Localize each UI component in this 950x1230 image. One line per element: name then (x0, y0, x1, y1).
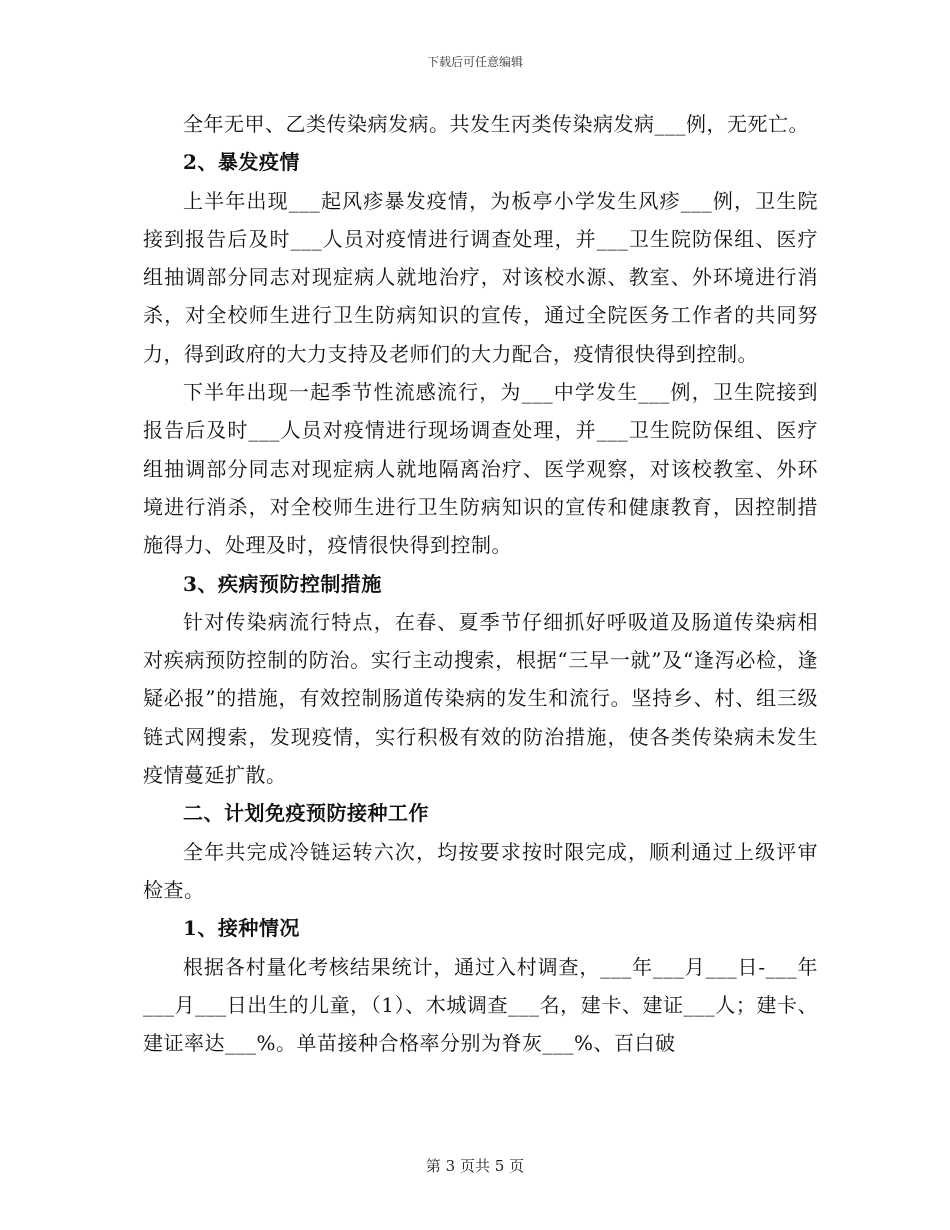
paragraph-vaccination-stats: 根据各村量化考核结果统计，通过入村调查，___年___月___日-___年___月___日出生的儿童，（1）、木城调查___名，建卡、建证___人；建卡、建证率达___%。单苗接种合格率分别为脊灰___%、百白破 (143, 954, 818, 1056)
section-heading-vaccination: 1、接种情况 (183, 916, 300, 941)
paragraph-prevention-measures: 针对传染病流行特点，在春、夏季节仔细抓好呼吸道及肠道传染病相对疾病预防控制的防治。实行主动搜索，根据“三早一就”及“逢泻必检，逢疑必报”的措施，有效控制肠道传染病的发生和流行。坚持乡、村、组三级链式网搜索，发现疫情，实行积极有效的防治措施，使各类传染病未发生疫情蔓延扩散。 (143, 609, 818, 788)
section-heading-outbreak: 2、暴发疫情 (183, 150, 300, 175)
header-note: 下载后可任意编辑 (426, 55, 523, 69)
paragraph-cold-chain: 全年共完成冷链运转六次，均按要求按时限完成，顺利通过上级评审检查。 (143, 839, 818, 902)
paragraph-infectious-summary: 全年无甲、乙类传染病发病。共发生丙类传染病发病___例，无死亡。 (183, 112, 809, 136)
paragraph-influenza-outbreak: 下半年出现一起季节性流感流行，为___中学发生___例，卫生院接到报告后及时___人员对疫情进行现场调查处理，并___卫生院防保组、医疗组抽调部分同志对现症病人就地隔离治疗、医学观察，对该校教室、外环境进行消杀，对全校师生进行卫生防病知识的宣传和健康教育，因控制措施得力、处理及时，疫情很快得到控制。 (143, 380, 818, 558)
document-body (143, 105, 818, 1062)
page-number: 第 3 页共 5 页 (425, 1157, 525, 1175)
section-heading-prevention: 3、疾病预防控制措施 (183, 571, 382, 596)
paragraph-rubella-outbreak: 上半年出现___起风疹暴发疫情，为板亭小学发生风疹___例，卫生院接到报告后及时___人员对疫情进行调查处理，并___卫生院防保组、医疗组抽调部分同志对现症病人就地治疗，对该校水源、教室、外环境进行消杀，对全校师生进行卫生防病知识的宣传，通过全院医务工作者的共同努力，得到政府的大力支持及老师们的大力配合，疫情很快得到控制。 (143, 188, 818, 366)
section-heading-immunization: 二、计划免疫预防接种工作 (183, 801, 429, 826)
